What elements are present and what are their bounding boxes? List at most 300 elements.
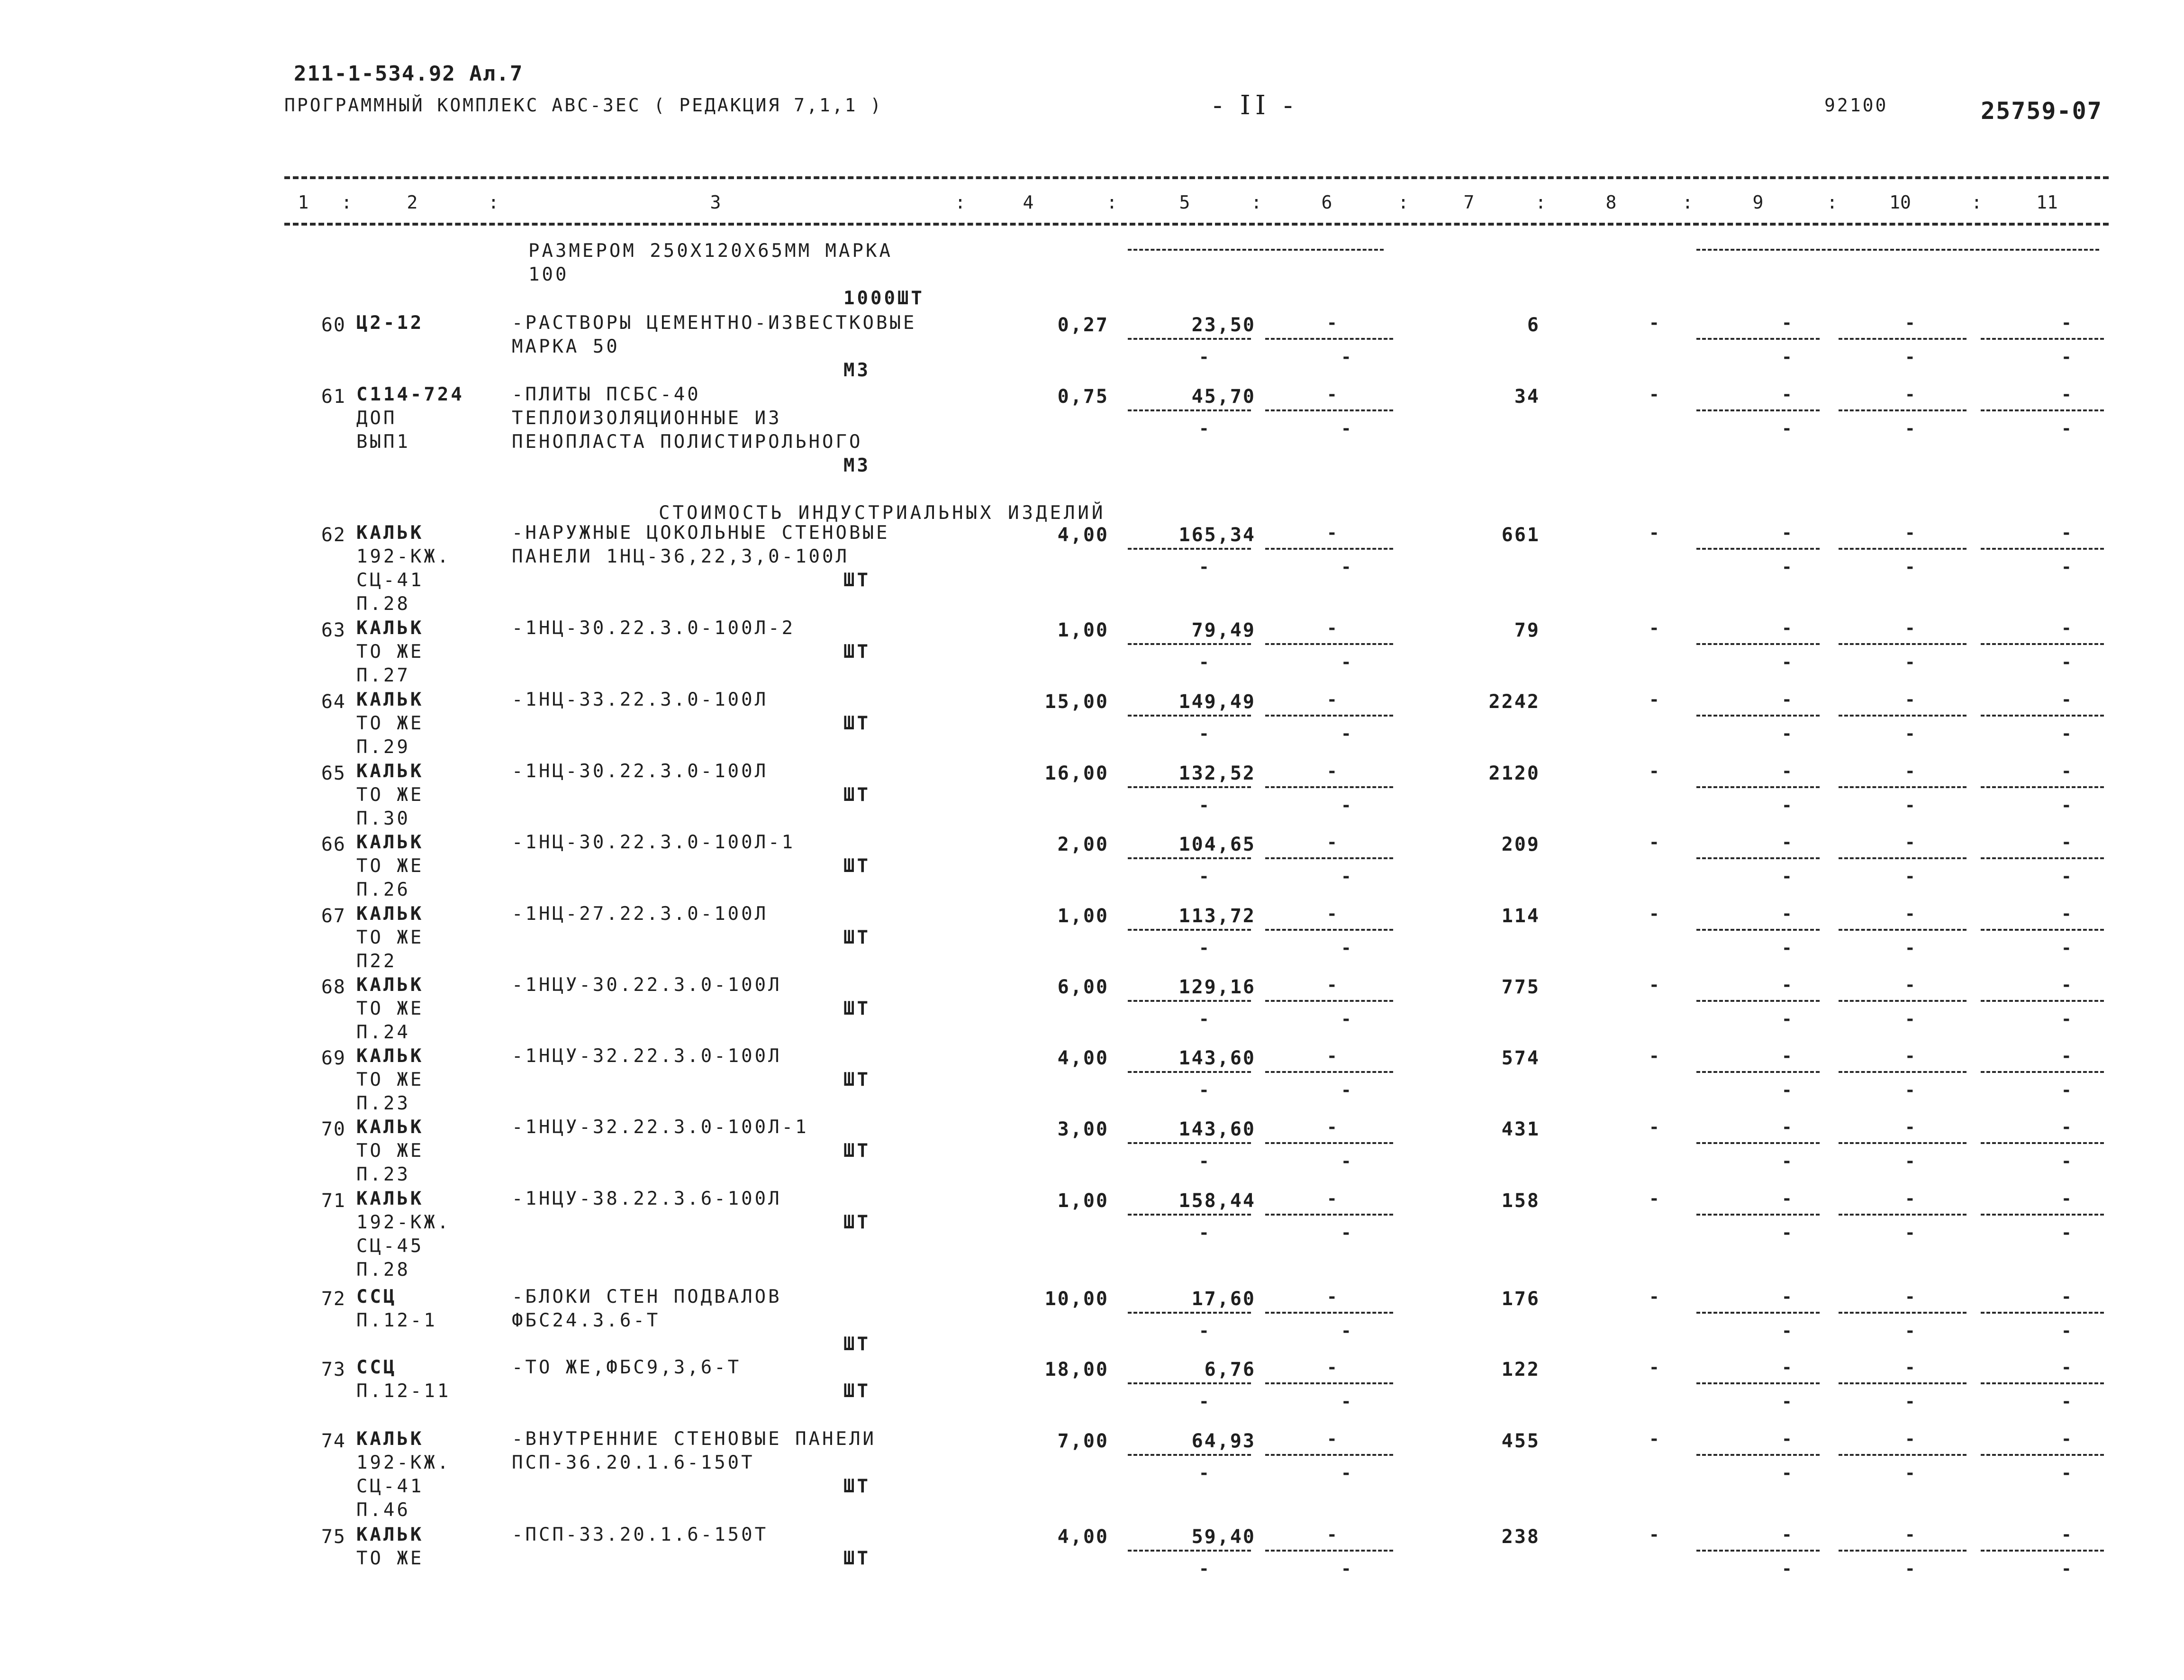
empty-cell-dash: - — [1341, 557, 1351, 577]
dashed-underline — [1839, 643, 1967, 645]
dashed-underline — [1981, 857, 2104, 859]
row-code-line: СЦ-45 — [356, 1235, 424, 1257]
empty-cell-dash: - — [1905, 1152, 1915, 1171]
row-total: 455 — [1501, 1430, 1540, 1452]
row-code-line: ССЦ — [356, 1286, 397, 1308]
row-price: 6,76 — [1204, 1359, 1256, 1380]
empty-cell-dash: - — [1341, 1392, 1351, 1411]
dashed-underline — [1265, 643, 1393, 645]
column-separator: : — [341, 192, 352, 213]
dashed-underline — [1839, 548, 1967, 550]
row-code-line: СЦ-41 — [356, 570, 424, 591]
row-price: 129,16 — [1178, 976, 1256, 998]
column-number-4: 4 — [1023, 192, 1034, 213]
row-unit: ШТ — [843, 998, 870, 1019]
empty-cell-dash: - — [1782, 1152, 1792, 1171]
row-code-line: П.30 — [356, 808, 410, 829]
dashed-underline — [1696, 1071, 1820, 1073]
empty-cell-dash: - — [2061, 1287, 2072, 1307]
row-number: 75 — [321, 1526, 346, 1548]
empty-cell-dash: - — [2061, 618, 2072, 638]
dashed-underline — [1128, 548, 1251, 550]
dashed-underline — [1981, 1550, 2104, 1552]
column-separator: : — [955, 192, 966, 213]
empty-cell-dash: - — [1649, 1429, 1659, 1449]
empty-cell-dash: - — [1341, 1152, 1351, 1171]
empty-cell-dash: - — [1782, 904, 1792, 924]
empty-cell-dash: - — [1341, 419, 1351, 438]
column-number-1: 1 — [298, 192, 309, 213]
row-description-line: ТЕПЛОИЗОЛЯЦИОННЫЕ ИЗ — [512, 408, 782, 429]
dashed-underline — [1839, 1454, 1967, 1456]
empty-cell-dash: - — [1905, 1463, 1915, 1483]
row-code-line: ТО ЖЕ — [356, 1069, 424, 1090]
empty-cell-dash: - — [1341, 724, 1351, 744]
empty-cell-dash: - — [1782, 762, 1792, 781]
row-total: 431 — [1501, 1118, 1540, 1140]
empty-cell-dash: - — [1782, 653, 1792, 672]
row-total: 176 — [1501, 1288, 1540, 1310]
dashed-underline — [1839, 1550, 1967, 1552]
empty-cell-dash: - — [2061, 1358, 2072, 1377]
dashed-underline — [1696, 929, 1820, 931]
row-unit: ШТ — [843, 1069, 870, 1090]
empty-cell-dash: - — [1782, 419, 1792, 438]
empty-cell-dash: - — [1649, 523, 1659, 543]
dashed-underline — [1128, 1454, 1251, 1456]
row-code-line: П.24 — [356, 1022, 410, 1043]
column-separator: : — [1106, 192, 1117, 213]
empty-cell-dash: - — [1905, 419, 1915, 438]
column-separator: : — [488, 192, 499, 213]
dashed-underline — [1128, 1382, 1251, 1384]
dashed-underline — [1981, 1000, 2104, 1002]
empty-cell-dash: - — [1327, 762, 1337, 781]
row-number: 67 — [321, 905, 346, 927]
empty-cell-dash: - — [2061, 419, 2072, 438]
empty-cell-dash: - — [1905, 1358, 1915, 1377]
row-description-line: -БЛОКИ СТЕН ПОДВАЛОВ — [512, 1286, 782, 1308]
empty-cell-dash: - — [1649, 975, 1659, 995]
empty-cell-dash: - — [1199, 1463, 1209, 1483]
row-unit: ШТ — [843, 570, 870, 591]
dashed-underline — [1128, 249, 1384, 251]
empty-cell-dash: - — [2061, 975, 2072, 995]
dashed-underline — [1981, 786, 2104, 788]
empty-cell-dash: - — [1649, 618, 1659, 638]
row-code-line: ТО ЖЕ — [356, 713, 424, 734]
empty-cell-dash: - — [1649, 1189, 1659, 1208]
dashed-underline — [1265, 857, 1393, 859]
column-number-3: 3 — [710, 192, 721, 213]
empty-cell-dash: - — [1905, 618, 1915, 638]
empty-cell-dash: - — [1199, 724, 1209, 744]
row-description-line: ПЕНОПЛАСТА ПОЛИСТИРОЛЬНОГО — [512, 431, 863, 453]
row-total: 6 — [1527, 314, 1540, 336]
empty-cell-dash: - — [1782, 1525, 1792, 1544]
empty-cell-dash: - — [1905, 1287, 1915, 1307]
empty-cell-dash: - — [1327, 1046, 1337, 1066]
dashed-underline — [1128, 857, 1251, 859]
doc-code: 211-1-534.92 Ал.7 — [294, 62, 524, 86]
empty-cell-dash: - — [2061, 653, 2072, 672]
empty-cell-dash: - — [1327, 1287, 1337, 1307]
row-unit: ШТ — [843, 1140, 870, 1162]
row-unit: ШТ — [843, 1334, 870, 1355]
dashed-underline — [1981, 1071, 2104, 1073]
empty-cell-dash: - — [1782, 1189, 1792, 1208]
empty-cell-dash: - — [1199, 1559, 1209, 1579]
dashed-underline — [1128, 786, 1251, 788]
row-description-line: ФБС24.3.6-Т — [512, 1310, 661, 1331]
row-number: 62 — [321, 524, 346, 546]
row-number: 71 — [321, 1190, 346, 1212]
empty-cell-dash: - — [1341, 938, 1351, 958]
empty-cell-dash: - — [1905, 1117, 1915, 1137]
empty-cell-dash: - — [1782, 1009, 1792, 1029]
doc-number: 25759-07 — [1981, 97, 2102, 125]
empty-cell-dash: - — [1905, 867, 1915, 886]
row-number: 66 — [321, 834, 346, 855]
row-price: 59,40 — [1191, 1526, 1256, 1548]
empty-cell-dash: - — [1905, 523, 1915, 543]
empty-cell-dash: - — [1905, 1429, 1915, 1449]
empty-cell-dash: - — [1649, 1358, 1659, 1377]
empty-cell-dash: - — [1905, 762, 1915, 781]
page-number: - II - — [1213, 90, 1297, 121]
empty-cell-dash: - — [1199, 1223, 1209, 1243]
dashed-underline — [1265, 715, 1393, 717]
empty-cell-dash: - — [1905, 653, 1915, 672]
row-code-line: П.23 — [356, 1164, 410, 1185]
row-description-line: -ВНУТРЕННИЕ СТЕНОВЫЕ ПАНЕЛИ — [512, 1428, 876, 1450]
empty-cell-dash: - — [1341, 796, 1351, 815]
dashed-underline — [1265, 1142, 1393, 1144]
empty-cell-dash: - — [1199, 1392, 1209, 1411]
empty-cell-dash: - — [1649, 385, 1659, 404]
row-description-line: -1НЦ-30.22.3.0-100Л-2 — [512, 618, 796, 639]
row-number: 69 — [321, 1047, 346, 1069]
empty-cell-dash: - — [2061, 1525, 2072, 1544]
empty-cell-dash: - — [1782, 385, 1792, 404]
empty-cell-dash: - — [2061, 796, 2072, 815]
empty-cell-dash: - — [1649, 833, 1659, 852]
row-code-line: ТО ЖЕ — [356, 641, 424, 663]
dashed-underline — [1265, 1454, 1393, 1456]
empty-cell-dash: - — [2061, 1429, 2072, 1449]
empty-cell-dash: - — [1782, 724, 1792, 744]
row-price: 132,52 — [1178, 763, 1256, 784]
dashed-underline — [1696, 715, 1820, 717]
empty-cell-dash: - — [1327, 523, 1337, 543]
empty-cell-dash: - — [1341, 1463, 1351, 1483]
table-top-rule — [284, 176, 2109, 179]
row-price: 158,44 — [1178, 1190, 1256, 1212]
row-price: 17,60 — [1191, 1288, 1256, 1310]
dashed-underline — [1839, 715, 1967, 717]
row-code-line: П.23 — [356, 1093, 410, 1114]
empty-cell-dash: - — [1905, 796, 1915, 815]
dashed-underline — [1839, 1312, 1967, 1314]
row-description-line: -1НЦ-30.22.3.0-100Л-1 — [512, 832, 796, 853]
empty-cell-dash: - — [1199, 347, 1209, 367]
row-price: 104,65 — [1178, 834, 1256, 855]
column-number-5: 5 — [1179, 192, 1190, 213]
row-code-line: КАЛЬК — [356, 1117, 424, 1138]
dashed-underline — [1839, 929, 1967, 931]
dashed-underline — [1128, 643, 1251, 645]
row-description-line: -ПСП-33.20.1.6-150Т — [512, 1524, 769, 1545]
row-code-line: КАЛЬК — [356, 522, 424, 544]
row-total: 158 — [1501, 1190, 1540, 1212]
row-total: 79 — [1514, 619, 1540, 641]
row-code-line: ТО ЖЕ — [356, 855, 424, 877]
dashed-underline — [1696, 1142, 1820, 1144]
row-description-line: -ПЛИТЫ ПСБС-40 — [512, 384, 701, 405]
row-number: 64 — [321, 691, 346, 713]
empty-cell-dash: - — [2061, 1189, 2072, 1208]
row-price: 149,49 — [1178, 691, 1256, 713]
dashed-underline — [1696, 786, 1820, 788]
dashed-underline — [1839, 786, 1967, 788]
row-quantity: 10,00 — [1044, 1288, 1109, 1310]
empty-cell-dash: - — [1327, 618, 1337, 638]
dashed-underline — [1265, 1550, 1393, 1552]
row-code-line: СЦ-41 — [356, 1476, 424, 1497]
row-unit: ШТ — [843, 641, 870, 663]
row-code-line: П22 — [356, 951, 397, 972]
continuation-line-1: РАЗМЕРОМ 250Х120Х65ММ МАРКА — [528, 240, 893, 262]
row-number: 68 — [321, 976, 346, 998]
empty-cell-dash: - — [1341, 1321, 1351, 1341]
row-total: 574 — [1501, 1047, 1540, 1069]
empty-cell-dash: - — [2061, 347, 2072, 367]
empty-cell-dash: - — [2061, 313, 2072, 333]
empty-cell-dash: - — [2061, 1463, 2072, 1483]
empty-cell-dash: - — [1341, 1223, 1351, 1243]
section-title: СТОИМОСТЬ ИНДУСТРИАЛЬНЫХ ИЗДЕЛИЙ — [659, 502, 1106, 524]
row-description-line: ПСП-36.20.1.6-150Т — [512, 1452, 755, 1473]
empty-cell-dash: - — [1782, 690, 1792, 709]
empty-cell-dash: - — [2061, 867, 2072, 886]
dashed-underline — [1696, 548, 1820, 550]
row-description-line: МАРКА 50 — [512, 336, 620, 357]
row-code-line: ТО ЖЕ — [356, 927, 424, 948]
row-quantity: 18,00 — [1044, 1359, 1109, 1380]
empty-cell-dash: - — [1327, 1117, 1337, 1137]
row-price: 165,34 — [1178, 524, 1256, 546]
row-quantity: 1,00 — [1057, 905, 1109, 927]
empty-cell-dash: - — [1782, 867, 1792, 886]
row-code-line: 192-КЖ. — [356, 1212, 451, 1233]
empty-cell-dash: - — [1782, 1392, 1792, 1411]
row-code-line: ВЫП1 — [356, 431, 410, 453]
row-unit: ШТ — [843, 1476, 870, 1497]
empty-cell-dash: - — [1341, 1081, 1351, 1100]
empty-cell-dash: - — [1199, 938, 1209, 958]
empty-cell-dash: - — [2061, 1081, 2072, 1100]
dashed-underline — [1839, 1214, 1967, 1216]
empty-cell-dash: - — [1649, 1287, 1659, 1307]
empty-cell-dash: - — [1327, 833, 1337, 852]
empty-cell-dash: - — [1905, 557, 1915, 577]
row-unit: М3 — [843, 455, 870, 476]
row-code-line: П.28 — [356, 593, 410, 615]
code-number: 92100 — [1824, 95, 1888, 116]
row-total: 2242 — [1488, 691, 1540, 713]
dashed-underline — [1128, 1312, 1251, 1314]
row-quantity: 2,00 — [1057, 834, 1109, 855]
dashed-underline — [1839, 338, 1967, 340]
empty-cell-dash: - — [1199, 1152, 1209, 1171]
row-description-line: -1НЦУ-30.22.3.0-100Л — [512, 974, 782, 996]
row-price: 113,72 — [1178, 905, 1256, 927]
dashed-underline — [1696, 1454, 1820, 1456]
dashed-underline — [1696, 338, 1820, 340]
row-unit: ШТ — [843, 1212, 870, 1233]
dashed-underline — [1981, 1142, 2104, 1144]
empty-cell-dash: - — [1199, 419, 1209, 438]
empty-cell-dash: - — [2061, 1321, 2072, 1341]
dashed-underline — [1981, 1454, 2104, 1456]
empty-cell-dash: - — [1782, 557, 1792, 577]
empty-cell-dash: - — [1905, 833, 1915, 852]
empty-cell-dash: - — [1905, 1392, 1915, 1411]
empty-cell-dash: - — [1199, 653, 1209, 672]
empty-cell-dash: - — [1341, 867, 1351, 886]
empty-cell-dash: - — [1649, 904, 1659, 924]
row-code-line: КАЛЬК — [356, 1428, 424, 1450]
empty-cell-dash: - — [1327, 975, 1337, 995]
row-code-line: ТО ЖЕ — [356, 1140, 424, 1162]
row-quantity: 1,00 — [1057, 619, 1109, 641]
dashed-underline — [1696, 857, 1820, 859]
column-number-8: 8 — [1605, 192, 1617, 213]
row-code-line: КАЛЬК — [356, 618, 424, 639]
dashed-underline — [1696, 643, 1820, 645]
empty-cell-dash: - — [1341, 347, 1351, 367]
empty-cell-dash: - — [1905, 1046, 1915, 1066]
empty-cell-dash: - — [1341, 1009, 1351, 1029]
empty-cell-dash: - — [1782, 796, 1792, 815]
row-quantity: 1,00 — [1057, 1190, 1109, 1212]
row-code-line: ТО ЖЕ — [356, 1548, 424, 1569]
column-number-6: 6 — [1321, 192, 1332, 213]
row-code-line: ТО ЖЕ — [356, 784, 424, 806]
empty-cell-dash: - — [2061, 833, 2072, 852]
dashed-underline — [1265, 929, 1393, 931]
row-code-line: П.28 — [356, 1259, 410, 1280]
empty-cell-dash: - — [1327, 1429, 1337, 1449]
row-number: 63 — [321, 619, 346, 641]
column-separator: : — [1251, 192, 1262, 213]
row-description-line: -1НЦ-33.22.3.0-100Л — [512, 689, 769, 710]
empty-cell-dash: - — [1905, 904, 1915, 924]
row-total: 238 — [1501, 1526, 1540, 1548]
row-number: 60 — [321, 314, 346, 336]
row-description-line: -РАСТВОРЫ ЦЕМЕНТНО-ИЗВЕСТКОВЫЕ — [512, 312, 917, 334]
dashed-underline — [1128, 715, 1251, 717]
column-separator: : — [1398, 192, 1409, 213]
empty-cell-dash: - — [1327, 1358, 1337, 1377]
row-code-line: 192-КЖ. — [356, 1452, 451, 1473]
empty-cell-dash: - — [2061, 938, 2072, 958]
dashed-underline — [1128, 1550, 1251, 1552]
empty-cell-dash: - — [1905, 1081, 1915, 1100]
row-number: 72 — [321, 1288, 346, 1310]
dashed-underline — [1265, 1000, 1393, 1002]
row-code-line: КАЛЬК — [356, 1524, 424, 1545]
dashed-underline — [1981, 409, 2104, 411]
row-total: 34 — [1514, 386, 1540, 408]
dashed-underline — [1265, 786, 1393, 788]
empty-cell-dash: - — [1782, 1046, 1792, 1066]
empty-cell-dash: - — [2061, 523, 2072, 543]
empty-cell-dash: - — [1327, 313, 1337, 333]
empty-cell-dash: - — [1905, 313, 1915, 333]
dashed-underline — [1981, 1214, 2104, 1216]
empty-cell-dash: - — [1782, 833, 1792, 852]
column-separator: : — [1535, 192, 1546, 213]
row-unit: М3 — [843, 360, 870, 381]
row-code-line: П.46 — [356, 1499, 410, 1521]
row-code-line: С114-724 — [356, 384, 464, 405]
row-quantity: 0,75 — [1057, 386, 1109, 408]
empty-cell-dash: - — [1782, 347, 1792, 367]
row-quantity: 0,27 — [1057, 314, 1109, 336]
row-code-line: П.26 — [356, 879, 410, 900]
empty-cell-dash: - — [1782, 1081, 1792, 1100]
table-header-rule — [284, 223, 2109, 226]
empty-cell-dash: - — [1327, 690, 1337, 709]
empty-cell-dash: - — [1782, 1358, 1792, 1377]
column-number-2: 2 — [407, 192, 418, 213]
empty-cell-dash: - — [1782, 618, 1792, 638]
dashed-underline — [1128, 1142, 1251, 1144]
row-unit: ШТ — [843, 927, 870, 948]
empty-cell-dash: - — [1649, 762, 1659, 781]
dashed-underline — [1265, 1071, 1393, 1073]
empty-cell-dash: - — [2061, 690, 2072, 709]
empty-cell-dash: - — [1327, 1189, 1337, 1208]
empty-cell-dash: - — [1905, 1223, 1915, 1243]
empty-cell-dash: - — [1327, 385, 1337, 404]
dashed-underline — [1128, 338, 1251, 340]
row-total: 775 — [1501, 976, 1540, 998]
column-separator: : — [1971, 192, 1982, 213]
column-number-7: 7 — [1463, 192, 1475, 213]
empty-cell-dash: - — [1649, 1046, 1659, 1066]
dashed-underline — [1839, 857, 1967, 859]
row-unit: ШТ — [843, 855, 870, 877]
column-number-9: 9 — [1752, 192, 1764, 213]
row-code-line: 192-КЖ. — [356, 546, 451, 567]
dashed-underline — [1128, 1071, 1251, 1073]
row-price: 79,49 — [1191, 619, 1256, 641]
dashed-underline — [1265, 338, 1393, 340]
empty-cell-dash: - — [1782, 1117, 1792, 1137]
dashed-underline — [1265, 1382, 1393, 1384]
row-description-line: -НАРУЖНЫЕ ЦОКОЛЬНЫЕ СТЕНОВЫЕ — [512, 522, 890, 544]
row-number: 65 — [321, 763, 346, 784]
column-separator: : — [1682, 192, 1693, 213]
dashed-underline — [1981, 338, 2104, 340]
empty-cell-dash: - — [1199, 1081, 1209, 1100]
empty-cell-dash: - — [1905, 690, 1915, 709]
dashed-underline — [1265, 409, 1393, 411]
dashed-underline — [1128, 1214, 1251, 1216]
dashed-underline — [1981, 548, 2104, 550]
